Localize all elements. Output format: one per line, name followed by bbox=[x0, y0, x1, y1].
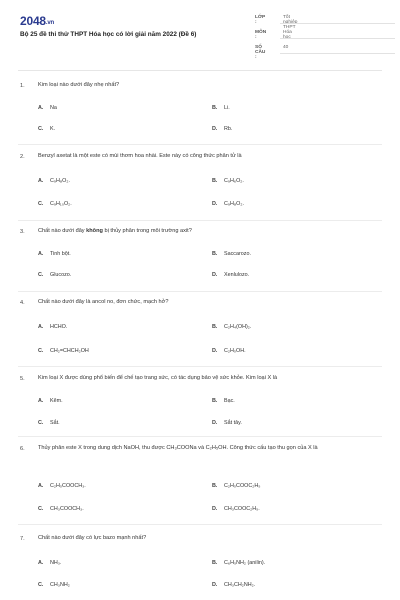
option-text: Sắt. bbox=[50, 420, 60, 426]
question-text: Chất nào dưới đây có lực bazo mạnh nhất? bbox=[38, 535, 147, 541]
option-a[interactable] bbox=[38, 251, 71, 257]
option-text: C₉H₈O₂. bbox=[224, 201, 244, 207]
option-letter: C. bbox=[38, 506, 44, 512]
header bbox=[0, 0, 400, 62]
option-text: Na bbox=[50, 105, 57, 111]
option-letter: D. bbox=[212, 506, 218, 512]
question-text: Benzyl axetat là một este có mùi thơm hoa nhài. Este này có công thức phân tử là bbox=[38, 153, 242, 159]
option-text: HCHO. bbox=[50, 324, 68, 330]
question-text-part: Chất nào dưới đây bbox=[38, 228, 87, 234]
option-a[interactable] bbox=[38, 560, 61, 566]
option-letter: D. bbox=[212, 126, 218, 132]
option-text: NH₃. bbox=[50, 560, 62, 566]
option-text: C₉H₈O₂. bbox=[50, 178, 70, 184]
option-letter: D. bbox=[212, 201, 218, 207]
option-text: CH₃COOC₂H₅. bbox=[224, 506, 260, 512]
option-b[interactable] bbox=[212, 560, 265, 566]
option-text: C₂H₅COOCH₃. bbox=[50, 483, 86, 489]
option-c[interactable] bbox=[38, 420, 60, 426]
option-b[interactable] bbox=[212, 324, 251, 330]
option-b[interactable] bbox=[212, 251, 251, 257]
meta-underline bbox=[280, 38, 395, 39]
document-title: Bộ 25 đề thi thử THPT Hóa học có lời giải năm 2022 (Đề 6) bbox=[20, 31, 197, 38]
option-a[interactable] bbox=[38, 105, 57, 111]
option-letter: C. bbox=[38, 420, 44, 426]
option-c[interactable] bbox=[38, 506, 84, 512]
option-letter: B. bbox=[212, 178, 218, 184]
option-letter: A. bbox=[38, 483, 44, 489]
option-text: CH₃NH₂ bbox=[50, 582, 70, 588]
question-number: 2. bbox=[20, 154, 25, 160]
option-letter: A. bbox=[38, 398, 44, 404]
option-b[interactable] bbox=[212, 483, 260, 489]
site-logo[interactable] bbox=[20, 14, 54, 28]
option-letter: A. bbox=[38, 105, 44, 111]
meta-value: 40 bbox=[283, 45, 289, 50]
option-letter: D. bbox=[212, 272, 218, 278]
option-text: Sắt tây. bbox=[224, 420, 242, 426]
option-d[interactable] bbox=[212, 582, 255, 588]
option-a[interactable] bbox=[38, 483, 86, 489]
option-a[interactable] bbox=[38, 178, 70, 184]
option-letter: C. bbox=[38, 272, 44, 278]
question-text: Chất nào dưới đây là ancol no, đơn chức, mạch hở? bbox=[38, 299, 169, 305]
option-letter: C. bbox=[38, 201, 44, 207]
option-letter: D. bbox=[212, 348, 218, 354]
option-text: Saccarozo. bbox=[224, 251, 251, 257]
option-d[interactable] bbox=[212, 272, 249, 278]
option-a[interactable] bbox=[38, 324, 67, 330]
option-text: C₉H₁₀O₂. bbox=[50, 201, 72, 207]
question-number: 6. bbox=[20, 446, 25, 452]
option-text: C₉H₆O₂. bbox=[224, 178, 244, 184]
meta-underline bbox=[280, 23, 395, 24]
option-letter: B. bbox=[212, 483, 218, 489]
option-letter: B. bbox=[212, 560, 218, 566]
question-number: 4. bbox=[20, 300, 25, 306]
option-letter: B. bbox=[212, 251, 218, 257]
question-emphasis: không bbox=[86, 228, 103, 234]
option-text: C₂H₅COOC₂H₅ bbox=[224, 483, 261, 489]
question-divider bbox=[18, 291, 382, 292]
question-number: 1. bbox=[20, 83, 25, 89]
question-text: Thủy phân este X trong dung dịch NaOH, thu được CH₃COONa và C₂H₅OH. Công thức cấu tạo thu gọn của X là bbox=[38, 445, 318, 451]
question-number: 5. bbox=[20, 376, 25, 382]
option-text: C₆H₅NH₂ (anilin). bbox=[224, 560, 266, 566]
option-d[interactable] bbox=[212, 201, 244, 207]
option-text: Rb. bbox=[224, 126, 233, 132]
question-divider bbox=[18, 436, 382, 437]
option-a[interactable] bbox=[38, 398, 63, 404]
question-divider bbox=[18, 524, 382, 525]
option-d[interactable] bbox=[212, 348, 246, 354]
question-number: 3. bbox=[20, 229, 25, 235]
option-letter: C. bbox=[38, 126, 44, 132]
logo-text: 2048 bbox=[20, 14, 46, 28]
option-text: CH₃COOCH₃. bbox=[50, 506, 84, 512]
question-divider bbox=[18, 366, 382, 367]
question-number: 7. bbox=[20, 536, 25, 542]
option-text: Glucozo. bbox=[50, 272, 72, 278]
option-letter: A. bbox=[38, 324, 44, 330]
option-letter: A. bbox=[38, 178, 44, 184]
option-b[interactable] bbox=[212, 398, 235, 404]
option-letter: D. bbox=[212, 582, 218, 588]
question-divider bbox=[18, 144, 382, 145]
option-text: Tinh bột. bbox=[50, 251, 71, 257]
header-divider bbox=[18, 70, 382, 71]
option-letter: D. bbox=[212, 420, 218, 426]
option-letter: A. bbox=[38, 251, 44, 257]
option-b[interactable] bbox=[212, 105, 230, 111]
question-divider bbox=[18, 220, 382, 221]
meta-value: Tốt nghiệp THPT bbox=[283, 15, 298, 30]
meta-label: LỚP : bbox=[255, 15, 266, 25]
option-letter: C. bbox=[38, 582, 44, 588]
meta-underline bbox=[280, 53, 395, 54]
question-text: Kim loại X được dùng phổ biến để chế tạo trang sức, có tác dụng bảo vệ sức khỏe. Kim loại X là bbox=[38, 375, 278, 381]
question-text-part: bị thủy phân trong môi trường axit? bbox=[102, 228, 192, 234]
option-text: C₂H₅OH. bbox=[224, 348, 246, 354]
option-text: CH₃CH₂NH₂. bbox=[224, 582, 256, 588]
option-d[interactable] bbox=[212, 126, 232, 132]
option-text: C₂H₄(OH)₂. bbox=[224, 324, 252, 330]
option-text: K. bbox=[50, 126, 56, 132]
question-text bbox=[38, 226, 378, 238]
option-b[interactable] bbox=[212, 178, 244, 184]
option-c[interactable] bbox=[38, 582, 70, 588]
option-c[interactable] bbox=[38, 348, 89, 354]
option-c[interactable] bbox=[38, 201, 72, 207]
meta-value: Hóa học bbox=[283, 30, 292, 40]
meta-label: SỐ CÂU : bbox=[255, 45, 266, 60]
option-letter: A. bbox=[38, 560, 44, 566]
option-d[interactable] bbox=[212, 506, 260, 512]
question-text: Kim loại nào dưới đây nhẹ nhất? bbox=[38, 82, 120, 88]
option-c[interactable] bbox=[38, 272, 71, 278]
meta-label: MÔN : bbox=[255, 30, 267, 40]
option-text: Li. bbox=[224, 105, 230, 111]
option-letter: B. bbox=[212, 105, 218, 111]
option-letter: C. bbox=[38, 348, 44, 354]
option-letter: B. bbox=[212, 324, 218, 330]
option-d[interactable] bbox=[212, 420, 242, 426]
logo-suffix: .vn bbox=[45, 20, 54, 26]
option-text: Kẽm. bbox=[50, 398, 63, 404]
option-text: Bạc. bbox=[224, 398, 235, 404]
option-letter: B. bbox=[212, 398, 218, 404]
option-text: Xenlulozo. bbox=[224, 272, 250, 278]
option-c[interactable] bbox=[38, 126, 55, 132]
option-text: CH₂=CHCH₂OH bbox=[50, 348, 89, 354]
